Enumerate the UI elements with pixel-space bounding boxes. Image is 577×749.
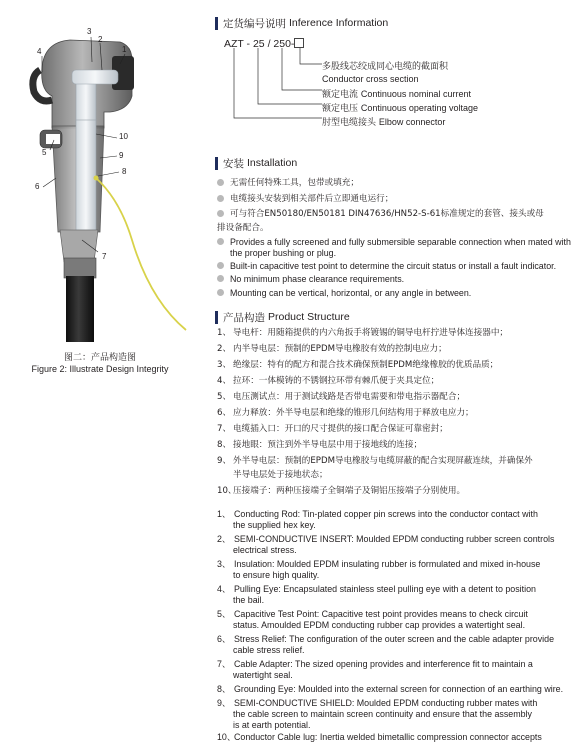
install-en-1-cont: the proper bushing or plug. (230, 248, 337, 258)
voltage-zh: 额定电压 (322, 104, 359, 114)
order-code-text: AZT - 25 / 250- (224, 38, 295, 50)
structure-en-item (217, 559, 567, 570)
structure-heading-zh: 产品构造 (223, 311, 265, 324)
item-number: 6、 (217, 634, 231, 644)
inference-heading-en: Inference Information (289, 17, 389, 29)
structure-heading-en: Product Structure (268, 311, 350, 323)
install-en-1 (217, 236, 571, 248)
item-text: Conductor Cable lug: Inertia welded bimetallic compression connector accepts (234, 732, 542, 742)
item-text: Pulling Eye: Encapsulated stainless steel pulling eye with a detent to position (234, 584, 536, 594)
install-en-3 (217, 273, 404, 285)
install-zh-1-text: 无需任何特殊工具，包带或填充； (230, 178, 359, 188)
structure-heading (215, 310, 350, 324)
structure-zh-item (217, 343, 567, 357)
structure-en-item-cont: the supplied hex key. (233, 520, 316, 530)
callout-2: 2 (98, 35, 103, 44)
bullet-dot (217, 195, 224, 202)
elbow-en: Elbow connector (378, 117, 446, 127)
installation-heading-zh: 安装 (223, 157, 244, 170)
item-number: 7、 (217, 659, 231, 669)
item-number: 10、 (217, 486, 237, 496)
item-text: 导电杆：用随箱提供的内六角扳手将镀锡的铜导电杆拧进导体连接器中； (233, 328, 509, 338)
item-text: 压接端子：两种压接端子全铜端子及铜铝压接端子分别使用。 (233, 486, 466, 496)
structure-en-item (217, 698, 567, 709)
elbow-connector-illustration (0, 0, 200, 345)
structure-en-item (217, 634, 567, 645)
structure-en-item (217, 584, 567, 595)
item-number: 2、 (217, 534, 231, 544)
item-number: 4、 (217, 584, 231, 594)
install-en-4 (217, 287, 471, 299)
item-number: 9、 (217, 698, 231, 708)
callout-7: 7 (102, 252, 107, 261)
structure-en-item-cont: electrical stress. (233, 545, 297, 555)
item-number: 3、 (217, 360, 232, 370)
install-en-1-text: Provides a fully screened and fully submersible separable connection when mated with (230, 237, 571, 247)
item-text: Insulation: Moulded EPDM insulating rubber is formulated and mixed in-house (234, 559, 541, 569)
structure-en-item-cont: cable stress relief. (233, 645, 305, 655)
callout-1: 1 (122, 45, 127, 54)
structure-zh-item (217, 423, 567, 437)
item-text: Conducting Rod: Tin-plated copper pin screws into the conductor contact with (234, 509, 538, 519)
install-zh-2-text: 电缆接头安装到相关部件后立即通电运行； (230, 194, 394, 204)
current-zh: 额定电流 (322, 90, 359, 100)
install-zh-3-cont: 排设备配合。 (217, 223, 269, 233)
structure-zh-item (217, 375, 567, 389)
installation-heading (215, 156, 297, 170)
code-line-cross-section-en: Conductor cross section (322, 74, 419, 84)
figure-caption-en: Figure 2: Illustrate Design Integrity (31, 364, 169, 374)
item-number: 1、 (217, 328, 232, 338)
structure-zh-item (217, 439, 567, 453)
item-number: 3、 (217, 559, 231, 569)
callout-6: 6 (35, 182, 40, 191)
item-text: Stress Relief: The configuration of the outer screen and the cable adapter provide (234, 634, 555, 644)
install-en-2 (217, 260, 556, 272)
install-en-2-text: Built-in capacitive test point to determine the circuit status or install a fault indicator. (230, 261, 557, 271)
install-zh-3 (217, 208, 544, 220)
item-number: 8、 (217, 684, 231, 694)
voltage-en: Continuous operating voltage (360, 103, 478, 113)
item-number: 4、 (217, 376, 232, 386)
callout-9: 9 (119, 151, 124, 160)
structure-zh-item-cont: 半导电层处于接地状态； (233, 470, 328, 480)
structure-en-item-cont: the cable screen to maintain screen continuity and ensure that the assembly (233, 709, 532, 719)
item-number: 5、 (217, 609, 231, 619)
item-number: 7、 (217, 424, 232, 434)
elbow-zh: 肘型电缆接头 (322, 118, 377, 128)
callout-5: 5 (42, 148, 47, 157)
item-number: 2、 (217, 344, 232, 354)
code-line-cross-section-zh: 多股线芯绞成同心电缆的截面积 (322, 62, 449, 72)
code-line-current (322, 87, 471, 100)
item-text: 电压测试点：用于测试线路是否带电需要和带电指示器配合； (233, 392, 466, 402)
callout-3: 3 (87, 27, 92, 36)
bullet-dot (217, 238, 224, 245)
inference-heading-zh: 定货编号说明 (223, 17, 286, 30)
structure-en-item-cont: watertight seal. (233, 670, 293, 680)
structure-en-item-cont: to ensure high quality. (233, 570, 320, 580)
item-text: SEMI-CONDUCTIVE SHIELD: Moulded EPDM conducting rubber mates with (234, 698, 538, 708)
structure-zh-item (217, 391, 567, 405)
current-en: Continuous nominal current (360, 89, 471, 99)
structure-en-item (217, 609, 567, 620)
callout-4: 4 (37, 47, 42, 56)
structure-en-item-cont: is at earth potential. (233, 720, 311, 730)
item-number: 10、 (217, 732, 236, 742)
item-text: Grounding Eye: Moulded into the external screen for connection of an earthing wire. (234, 684, 564, 694)
install-zh-2 (217, 193, 393, 205)
bullet-dot (217, 289, 224, 296)
install-en-3-text: No minimum phase clearance requirements. (230, 274, 405, 284)
item-number: 9、 (217, 456, 232, 466)
structure-en-item (217, 659, 567, 670)
heading-bar (215, 157, 218, 170)
structure-zh-item (217, 407, 567, 421)
item-text: 外半导电层：预制的EPDM导电橡胶与电缆屏蔽的配合实现屏蔽连续，并确保外 (233, 456, 533, 466)
structure-en-item-cont: status. Amoulded EPDM conducting rubber cap provides a watertight seal. (233, 620, 526, 630)
bullet-dot (217, 179, 224, 186)
install-en-4-text: Mounting can be vertical, horizontal, or any angle in between. (230, 288, 472, 298)
structure-en-item-cont: the bail. (233, 595, 265, 605)
heading-bar (215, 311, 218, 324)
item-text: 电缆插入口：开口的尺寸提供的接口配合保证可靠密封； (233, 424, 448, 434)
item-text: 内半导电层：预制的EPDM导电橡胶有效的控制电应力； (233, 344, 447, 354)
bullet-dot (217, 275, 224, 282)
code-line-elbow (322, 115, 445, 128)
structure-zh-item (217, 359, 567, 373)
callout-8: 8 (122, 167, 127, 176)
item-text: Capacitive Test Point: Capacitive test point provides means to check circuit (234, 609, 528, 619)
code-line-voltage (322, 101, 478, 114)
item-text: 接地眼：预注到外半导电层中用于接地线的连接； (233, 440, 423, 450)
structure-en-item (217, 509, 567, 520)
heading-bar (215, 17, 218, 30)
structure-en-item (217, 732, 567, 743)
item-number: 6、 (217, 408, 232, 418)
item-number: 5、 (217, 392, 232, 402)
code-diagram-lines (228, 46, 324, 126)
item-number: 1、 (217, 509, 231, 519)
figure-caption-zh: 图二：产品构造图 (63, 353, 136, 363)
item-text: Cable Adapter: The sized opening provides and interference fit to maintain a (234, 659, 533, 669)
item-text: 绝缘层：特有的配方和混合技术确保预制EPDM绝缘橡胶的优质品质； (233, 360, 499, 370)
item-number: 8、 (217, 440, 232, 450)
installation-heading-en: Installation (247, 157, 298, 169)
structure-en-item (217, 684, 567, 695)
inference-heading (215, 16, 388, 30)
structure-zh-item (217, 455, 567, 469)
install-zh-3-text: 可与符合EN50180/EN50181 DIN47636/HN52-S-61标准规定的套管、接头或母 (230, 209, 544, 219)
item-text: 应力释放：外半导电层和绝缘的锥形几何结构用于释放电应力； (233, 408, 474, 418)
install-zh-1 (217, 177, 359, 189)
structure-en-item (217, 534, 567, 545)
structure-zh-item (217, 327, 567, 341)
bullet-dot (217, 262, 224, 269)
callout-10: 10 (119, 132, 128, 141)
item-text: SEMI-CONDUCTIVE INSERT: Moulded EPDM conducting rubber screen controls (234, 534, 555, 544)
bullet-dot (217, 210, 224, 217)
item-text: 拉环：一体模铸的不锈钢拉环带有棘爪便于夹具定位； (233, 376, 440, 386)
structure-zh-item (217, 485, 567, 499)
